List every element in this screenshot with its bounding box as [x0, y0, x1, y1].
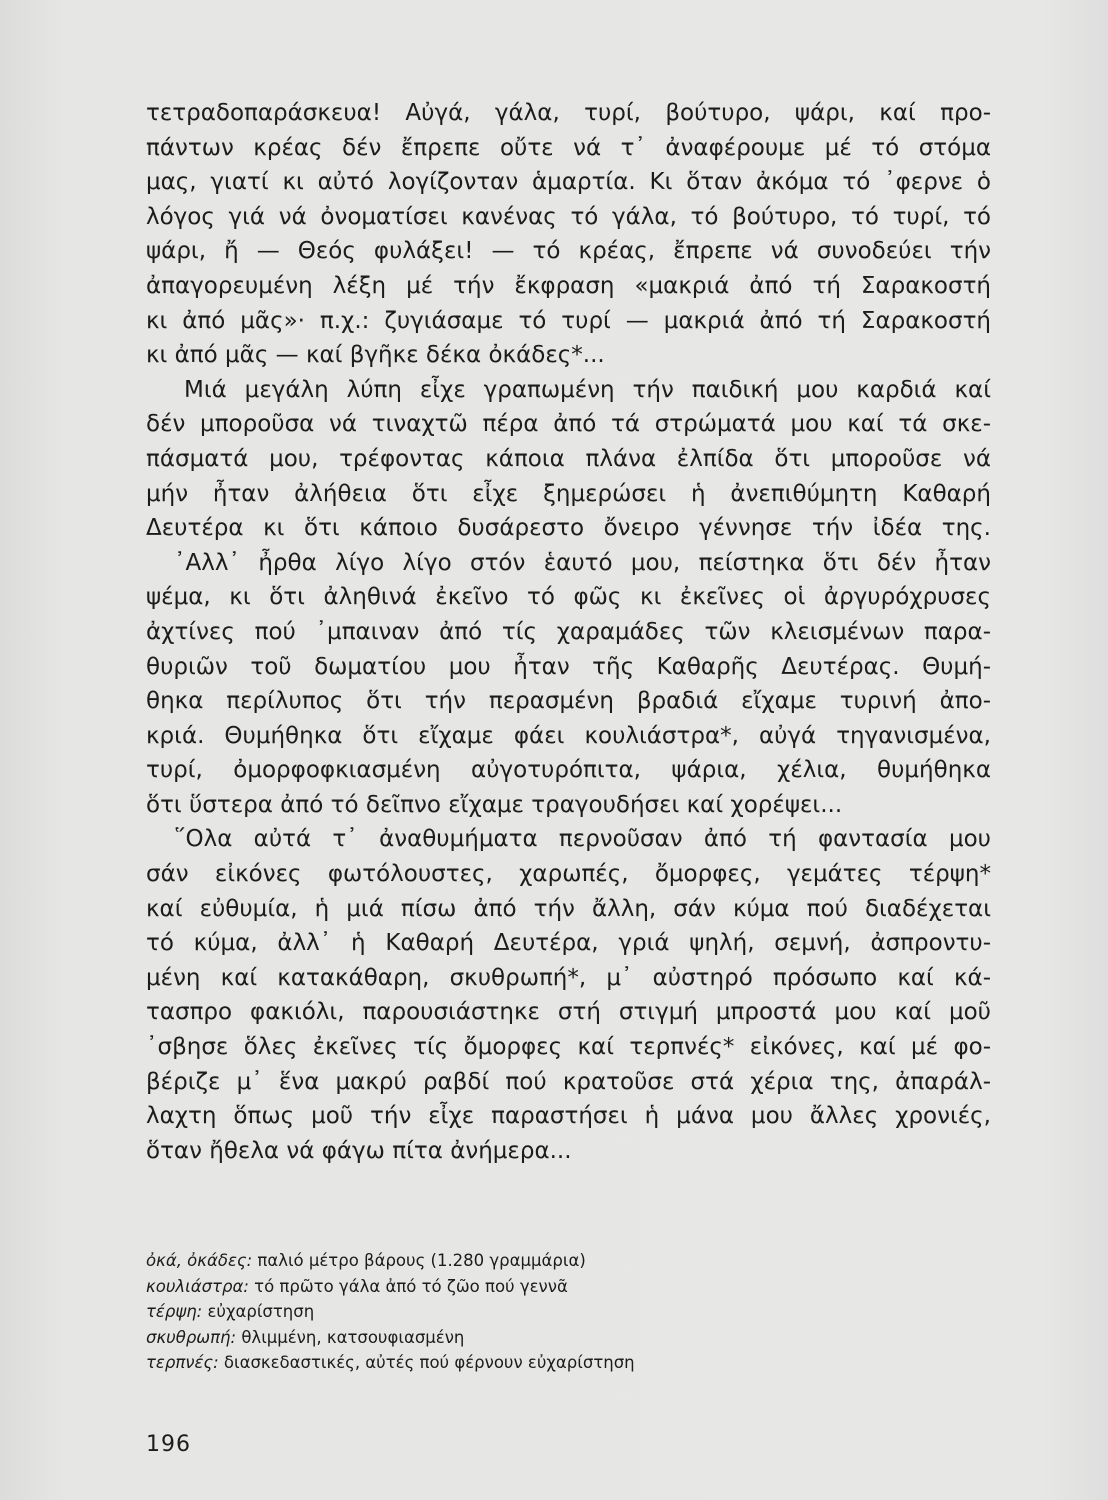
footnote-definition: παλιό μέτρο βάρους (1.280 γραμμάρια)	[257, 1251, 586, 1270]
text-line: ὅταν ἤθελα νά φάγω πίτα ἀνήμερα...	[146, 1137, 572, 1164]
text-line: κι ἀπό μᾶς — καί βγῆκε δέκα ὀκάδες*...	[146, 342, 605, 369]
footnote-definition: εὐχαρίστηση	[207, 1302, 315, 1321]
footnote-term: ὀκά, ὀκάδες:	[146, 1251, 253, 1270]
text-line: ψέμα, κι ὅτι ἀληθινά ἐκεῖνο τό φῶς κι ἐκεῖνες οἱ ἀργυρόχρυσες	[146, 584, 991, 611]
text-line: ψάρι, ἤ — Θεός φυλάξει! — τό κρέας, ἔπρεπε νά συνοδεύει τήν	[146, 238, 991, 265]
text-line: Μιά μεγάλη λύπη εἶχε γραπωμένη τήν παιδική μου καρδιά καί	[184, 376, 991, 403]
text-line: ὅτι ὕστερα ἀπό τό δεῖπνο εἴχαμε τραγουδήσει καί χορέψει...	[146, 791, 843, 818]
text-line: Δευτέρα κι ὅτι κάποιο δυσάρεστο ὄνειρο γέννησε τήν ἰδέα της.	[146, 515, 991, 542]
text-line: κι ἀπό μᾶς»· π.χ.: ζυγιάσαμε τό τυρί — μακριά ἀπό τή Σαρακοστή	[146, 307, 991, 334]
text-line: ᾽Αλλ᾽ ἦρθα λίγο λίγο στόν ἑαυτό μου, πείστηκα ὅτι δέν ἦταν	[174, 549, 991, 576]
footnote-term: τερπνές:	[146, 1353, 219, 1372]
text-line: τό κύμα, ἀλλ᾽ ἡ Καθαρή Δευτέρα, γριά ψηλή, σεμνή, ἀσπροντυ-	[146, 930, 991, 957]
text-line: ἀπαγορευμένη λέξη μέ τήν ἔκφραση «μακριά ἀπό τή Σαρακοστή	[146, 272, 991, 299]
footnote-term: κουλιάστρα:	[146, 1276, 249, 1296]
text-line: τυρί, ὀμορφοφκιασμένη αὐγοτυρόπιτα, ψάρια, χέλια, θυμήθηκα	[146, 757, 991, 784]
footnote	[146, 1350, 906, 1376]
footnote-definition: διασκεδαστικές, αὐτές πού φέρνουν εὐχαρίστηση	[223, 1353, 635, 1372]
text-line: πάντων κρέας δέν ἔπρεπε οὔτε νά τ᾽ ἀναφέρουμε μέ τό στόμα	[146, 134, 991, 161]
text-line: πάσματά μου, τρέφοντας κάποια πλάνα ἐλπίδα ὅτι μποροῦσε νά	[146, 445, 991, 472]
footnote	[146, 1299, 906, 1325]
text-line: ῞Ολα αὐτά τ᾽ ἀναθυμήματα περνοῦσαν ἀπό τή φαντασία μου	[174, 826, 991, 853]
text-line: θηκα περίλυπος ὅτι τήν περασμένη βραδιά εἴχαμε τυρινή ἀπο-	[146, 688, 991, 715]
footnote-term: τέρψη:	[146, 1302, 203, 1321]
text-line: σάν εἰκόνες φωτόλουστες, χαρωπές, ὄμορφες, γεμάτες τέρψη*	[146, 861, 991, 888]
body-text	[146, 96, 991, 1168]
footnote	[146, 1248, 906, 1274]
text-line: μήν ἦταν ἀλήθεια ὅτι εἶχε ξημερώσει ἡ ἀνεπιθύμητη Καθαρή	[146, 480, 991, 507]
text-line: ᾽σβησε ὅλες ἐκεῖνες τίς ὄμορφες καί τερπνές* εἰκόνες, καί μέ φο-	[146, 1034, 991, 1061]
text-line: λαχτη ὅπως μοῦ τήν εἶχε παραστήσει ἡ μάνα μου ἄλλες χρονιές,	[146, 1103, 991, 1130]
footnote	[146, 1325, 906, 1351]
text-line: μένη καί κατακάθαρη, σκυθρωπή*, μ᾽ αὐστηρό πρόσωπο καί κά-	[146, 964, 991, 991]
footnotes	[146, 1248, 906, 1376]
text-line: λόγος γιά νά ὀνοματίσει κανένας τό γάλα, τό βούτυρο, τό τυρί, τό	[146, 203, 991, 230]
footnote-definition: θλιμμένη, κατσουφιασμένη	[241, 1327, 465, 1347]
footnote-definition: τό πρῶτο γάλα ἀπό τό ζῶο πού γεννᾶ	[254, 1276, 568, 1296]
text-line: δέν μποροῦσα νά τιναχτῶ πέρα ἀπό τά στρώματά μου καί τά σκε-	[146, 411, 991, 438]
text-line: θυριῶν τοῦ δωματίου μου ἦταν τῆς Καθαρῆς Δευτέρας. Θυμή-	[146, 653, 991, 680]
text-line: καί εὐθυμία, ἡ μιά πίσω ἀπό τήν ἄλλη, σάν κύμα πού διαδέχεται	[146, 895, 991, 922]
text-line: μας, γιατί κι αὐτό λογίζονταν ἁμαρτία. Κι ὅταν ἀκόμα τό ᾽φερνε ὁ	[146, 169, 991, 196]
text-line: τετραδοπαράσκευα! Αὐγά, γάλα, τυρί, βούτυρο, ψάρι, καί προ-	[146, 100, 991, 126]
text-line: βέριζε μ᾽ ἕνα μακρύ ραβδί πού κρατοῦσε στά χέρια της, ἀπαράλ-	[146, 1068, 991, 1095]
text-line: ἀχτίνες πού ᾽μπαιναν ἀπό τίς χαραμάδες τῶν κλεισμένων παρα-	[146, 618, 991, 645]
footnote-term: σκυθρωπή:	[146, 1327, 237, 1347]
text-line: κριά. Θυμήθηκα ὅτι εἴχαμε φάει κουλιάστρα*, αὐγά τηγανισμένα,	[146, 722, 991, 749]
page-number: 196	[146, 1432, 191, 1457]
footnote	[146, 1274, 906, 1300]
text-line: τασπρο φακιόλι, παρουσιάστηκε στή στιγμή μπροστά μου καί μοῦ	[146, 999, 991, 1026]
